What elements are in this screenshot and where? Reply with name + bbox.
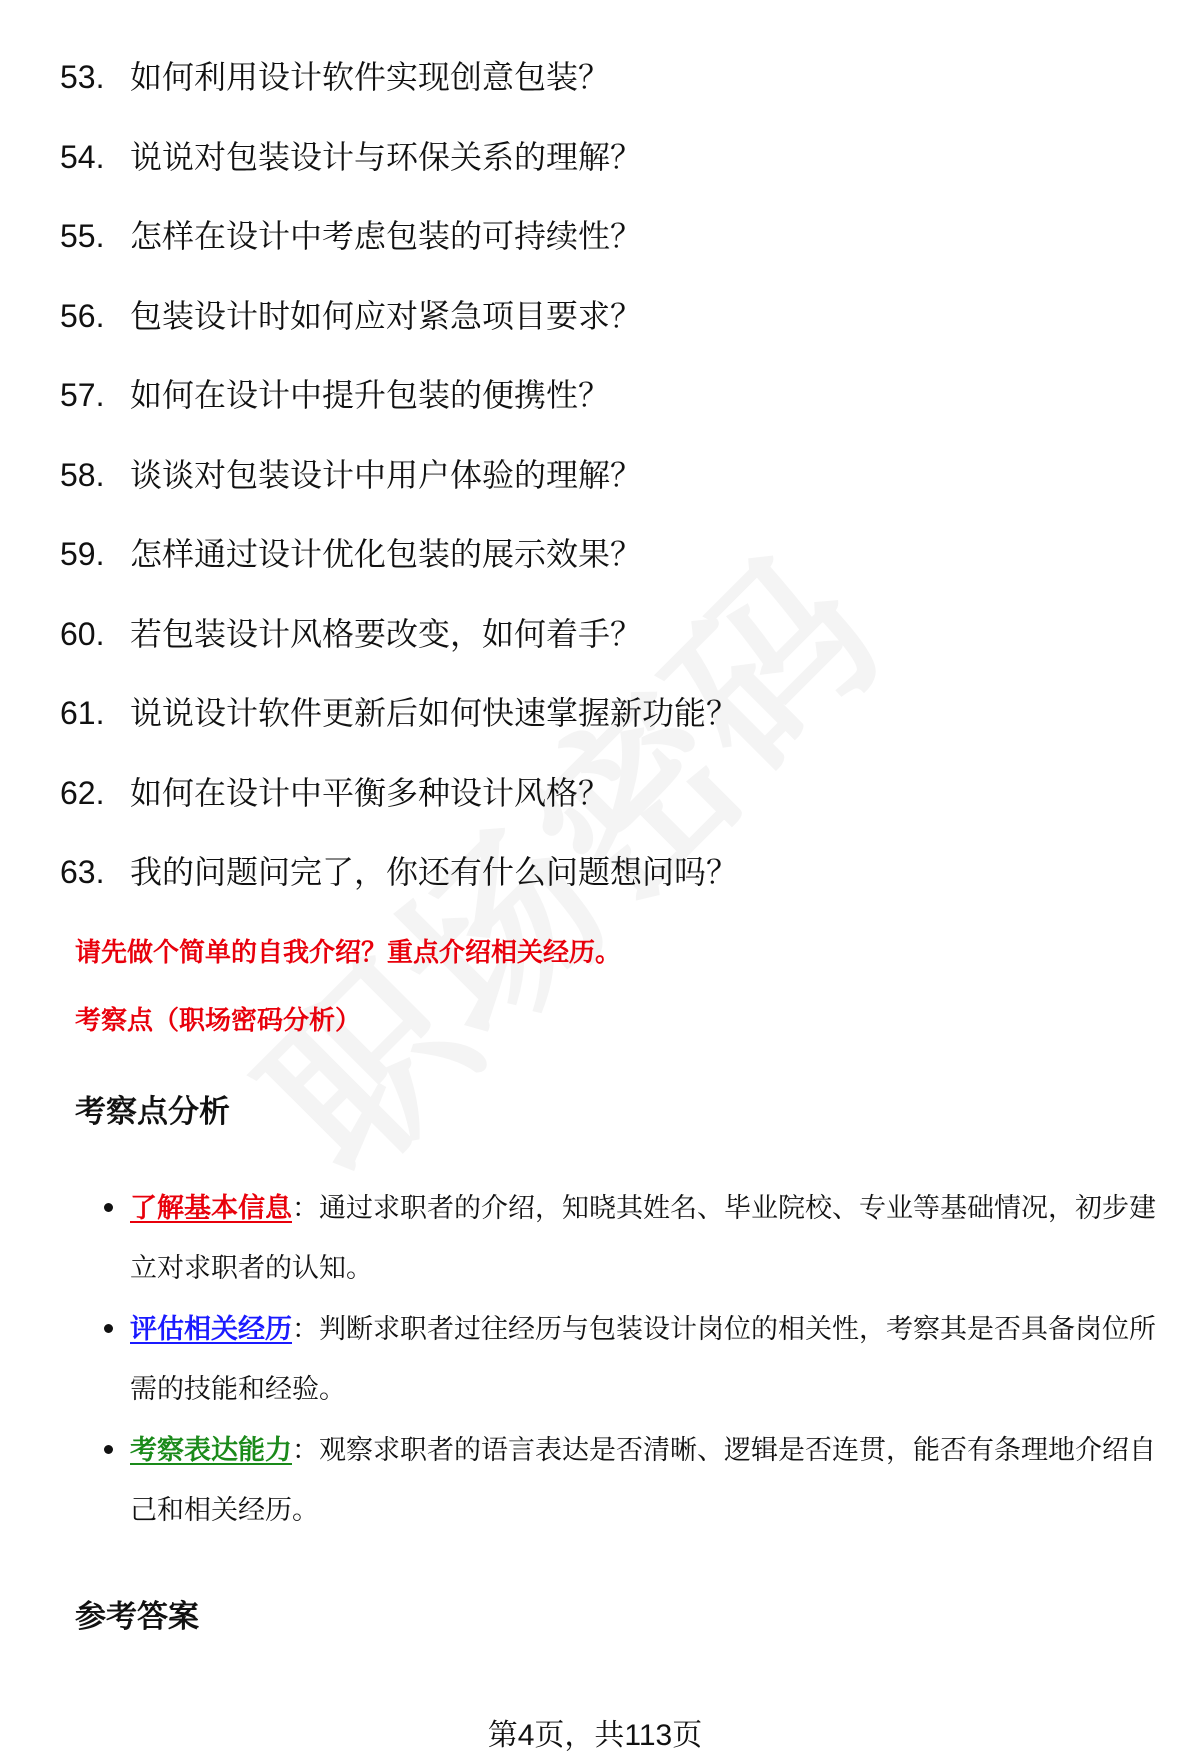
question-text: 怎样通过设计优化包装的展示效果？ [130,536,643,572]
question-text: 谈谈对包装设计中用户体验的理解？ [130,456,643,493]
question-item [60,296,642,336]
question-item [60,614,642,654]
question-text: 怎样在设计中考虑包装的可持续性？ [130,218,643,254]
question-item [60,57,610,97]
interview-question: 请先做个简单的自我介绍？重点介绍相关经历。 [75,937,622,967]
section-subtitle: 考察点（职场密码分析） [75,1005,362,1035]
question-number: 60. [60,615,105,652]
page-footer: 第4页，共113页 [487,1719,703,1752]
question-number: 59. [60,536,105,572]
bullet-item [130,1420,1170,1540]
bullet-key: 了解基本信息 [130,1193,292,1223]
bullet-item [130,1178,1170,1298]
question-number: 56. [60,297,105,334]
question-number: 62. [60,774,105,811]
question-text: 如何在设计中提升包装的便携性？ [130,377,611,413]
question-number: 57. [60,377,105,413]
question-item [60,773,610,813]
question-item [60,455,642,495]
question-text: 包装设计时如何应对紧急项目要求？ [130,297,643,334]
bullet-icon [104,1445,113,1454]
question-number: 53. [60,59,105,95]
question-number: 54. [60,138,105,175]
bullet-key: 考察表达能力 [130,1435,292,1465]
question-number: 58. [60,456,105,493]
answer-heading: 参考答案 [75,1599,199,1634]
question-item [60,375,610,415]
question-item [60,216,642,256]
question-number: 63. [60,854,105,890]
bullet-text: ：判断求职者过往经历与包装设计岗位的相关性，考察其是否具备岗位所需的技能和经验。 [130,1314,1156,1404]
question-item [60,137,642,177]
question-item [60,534,642,574]
question-number: 55. [60,218,105,254]
bullet-text: ：观察求职者的语言表达是否清晰、逻辑是否连贯，能否有条理地介绍自己和相关经历。 [130,1435,1156,1525]
bullet-icon [104,1203,113,1212]
bullet-key: 评估相关经历 [130,1314,292,1344]
question-text: 如何利用设计软件实现创意包装？ [130,59,611,95]
analysis-heading: 考察点分析 [75,1094,230,1129]
question-text: 说说设计软件更新后如何快速掌握新功能？ [130,695,739,731]
question-text: 说说对包装设计与环保关系的理解？ [130,138,643,175]
bullet-icon [104,1324,113,1333]
question-item [60,693,738,733]
question-number: 61. [60,695,105,731]
bullet-item [130,1299,1170,1419]
bullet-text: ：通过求职者的介绍，知晓其姓名、毕业院校、专业等基础情况，初步建立对求职者的认知。 [130,1193,1156,1283]
question-text: 我的问题问完了，你还有什么问题想问吗？ [130,854,739,890]
question-item [60,852,738,892]
question-text: 若包装设计风格要改变，如何着手？ [130,615,643,652]
question-text: 如何在设计中平衡多种设计风格？ [130,774,611,811]
